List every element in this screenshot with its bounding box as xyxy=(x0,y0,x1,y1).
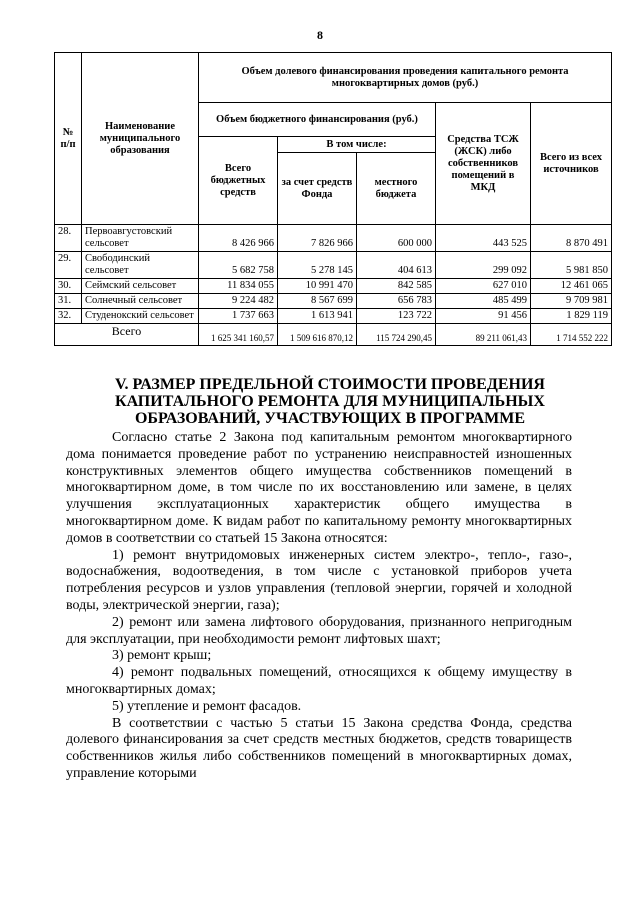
total-tszh: 89 211 061,43 xyxy=(436,324,531,346)
table-row xyxy=(55,252,612,279)
list-item: 3) ремонт крыш; xyxy=(112,648,212,664)
row-name: Студенокский сельсовет xyxy=(82,309,199,324)
header-local: местного бюджета xyxy=(357,153,436,225)
paragraph: В соответствии с частью 5 статьи 15 Закона средства Фонда, средства долевого финансирования за счет средств местных бюджетов, средств товариществ собственников жилья либо собственников помещений в многоквартирных домах, управление которыми xyxy=(66,715,572,781)
row-index: 29. xyxy=(55,252,82,279)
row-all: 1 829 119 xyxy=(531,309,612,324)
row-name: Свободинский сельсовет xyxy=(82,252,199,279)
row-fund: 5 278 145 xyxy=(278,252,357,279)
row-index: 31. xyxy=(55,294,82,309)
total-all: 1 714 552 222 xyxy=(531,324,612,346)
header-fund: за счет средств Фонда xyxy=(278,153,357,225)
header-tszh: Средства ТСЖ (ЖСК) либо собственников помещений в МКД xyxy=(436,103,531,225)
page-number: 8 xyxy=(317,28,323,42)
table-row xyxy=(55,279,612,294)
table-row xyxy=(55,294,612,309)
row-local: 600 000 xyxy=(357,225,436,252)
header-including: В том числе: xyxy=(278,137,436,153)
row-fund: 8 567 699 xyxy=(278,294,357,309)
list-item: 4) ремонт подвальных помещений, относящихся к общему имуществу в многоквартирных домах; xyxy=(66,665,572,697)
row-tszh: 485 499 xyxy=(436,294,531,309)
row-total: 8 426 966 xyxy=(199,225,278,252)
row-total: 1 737 663 xyxy=(199,309,278,324)
list-item: 1) ремонт внутридомовых инженерных систем электро-, тепло-, газо-, водоснабжения, водоотведения, в том числе с установкой приборов учета потребления ресурсов и узлов управления (тепловой энергии, горячей и холодной воды, электрической энергии, газа); xyxy=(66,547,572,613)
total-label: Всего xyxy=(55,324,199,346)
total-row xyxy=(55,324,612,346)
row-total: 11 834 055 xyxy=(199,279,278,294)
row-index: 32. xyxy=(55,309,82,324)
row-tszh: 627 010 xyxy=(436,279,531,294)
row-local: 842 585 xyxy=(357,279,436,294)
row-name: Первоавгустовский сельсовет xyxy=(82,225,199,252)
financing-table xyxy=(54,52,612,346)
row-all: 12 461 065 xyxy=(531,279,612,294)
list-item: 2) ремонт или замена лифтового оборудования, признанного непригодным для эксплуатации, при необходимости ремонт лифтовых шахт; xyxy=(66,614,572,647)
row-total: 5 682 758 xyxy=(199,252,278,279)
row-all: 5 981 850 xyxy=(531,252,612,279)
row-index: 28. xyxy=(55,225,82,252)
row-all: 8 870 491 xyxy=(531,225,612,252)
row-tszh: 443 525 xyxy=(436,225,531,252)
list-item: 5) утепление и ремонт фасадов. xyxy=(112,698,302,714)
row-index: 30. xyxy=(55,279,82,294)
row-tszh: 299 092 xyxy=(436,252,531,279)
row-fund: 7 826 966 xyxy=(278,225,357,252)
header-group-main: Объем долевого финансирования проведения капитального ремонта многоквартирных домов (руб.) xyxy=(199,53,612,103)
header-total-budget: Всего бюджетных средств xyxy=(199,137,278,225)
row-name: Сеймский сельсовет xyxy=(82,279,199,294)
row-fund: 1 613 941 xyxy=(278,309,357,324)
table-row xyxy=(55,309,612,324)
header-index: № п/п xyxy=(55,53,82,225)
row-tszh: 91 456 xyxy=(436,309,531,324)
total-fund: 1 509 616 870,12 xyxy=(278,324,357,346)
row-name: Солнечный сельсовет xyxy=(82,294,199,309)
row-all: 9 709 981 xyxy=(531,294,612,309)
table-row xyxy=(55,225,612,252)
paragraph: Согласно статье 2 Закона под капитальным ремонтом многоквартирного дома понимается проведение работ по устранению неисправностей изношенных конструктивных элементов общего имущества собственников помещений в многоквартирном доме, в том числе по их восстановлению или замене, в целях улучшения эксплуатационных характеристик общего имущества в многоквартирном доме. К видам работ по капитальному ремонту многоквартирных домов в соответствии со статьей 15 Закона относятся: xyxy=(66,430,572,546)
row-local: 656 783 xyxy=(357,294,436,309)
section-body xyxy=(66,430,572,783)
header-all-sources: Всего из всех источников xyxy=(531,103,612,225)
header-name: Наименование муниципального образования xyxy=(82,53,199,225)
row-total: 9 224 482 xyxy=(199,294,278,309)
total-local: 115 724 290,45 xyxy=(357,324,436,346)
row-local: 404 613 xyxy=(357,252,436,279)
total-budget: 1 625 341 160,57 xyxy=(199,324,278,346)
header-group-budget: Объем бюджетного финансирования (руб.) xyxy=(199,103,436,137)
section-title: V. РАЗМЕР ПРЕДЕЛЬНОЙ СТОИМОСТИ ПРОВЕДЕНИЯ КАПИТАЛЬНОГО РЕМОНТА ДЛЯ МУНИЦИПАЛЬНЫХ ОБРАЗОВАНИЙ, УЧАСТВУЮЩИХ В ПРОГРАММЕ xyxy=(115,376,545,427)
row-fund: 10 991 470 xyxy=(278,279,357,294)
row-local: 123 722 xyxy=(357,309,436,324)
